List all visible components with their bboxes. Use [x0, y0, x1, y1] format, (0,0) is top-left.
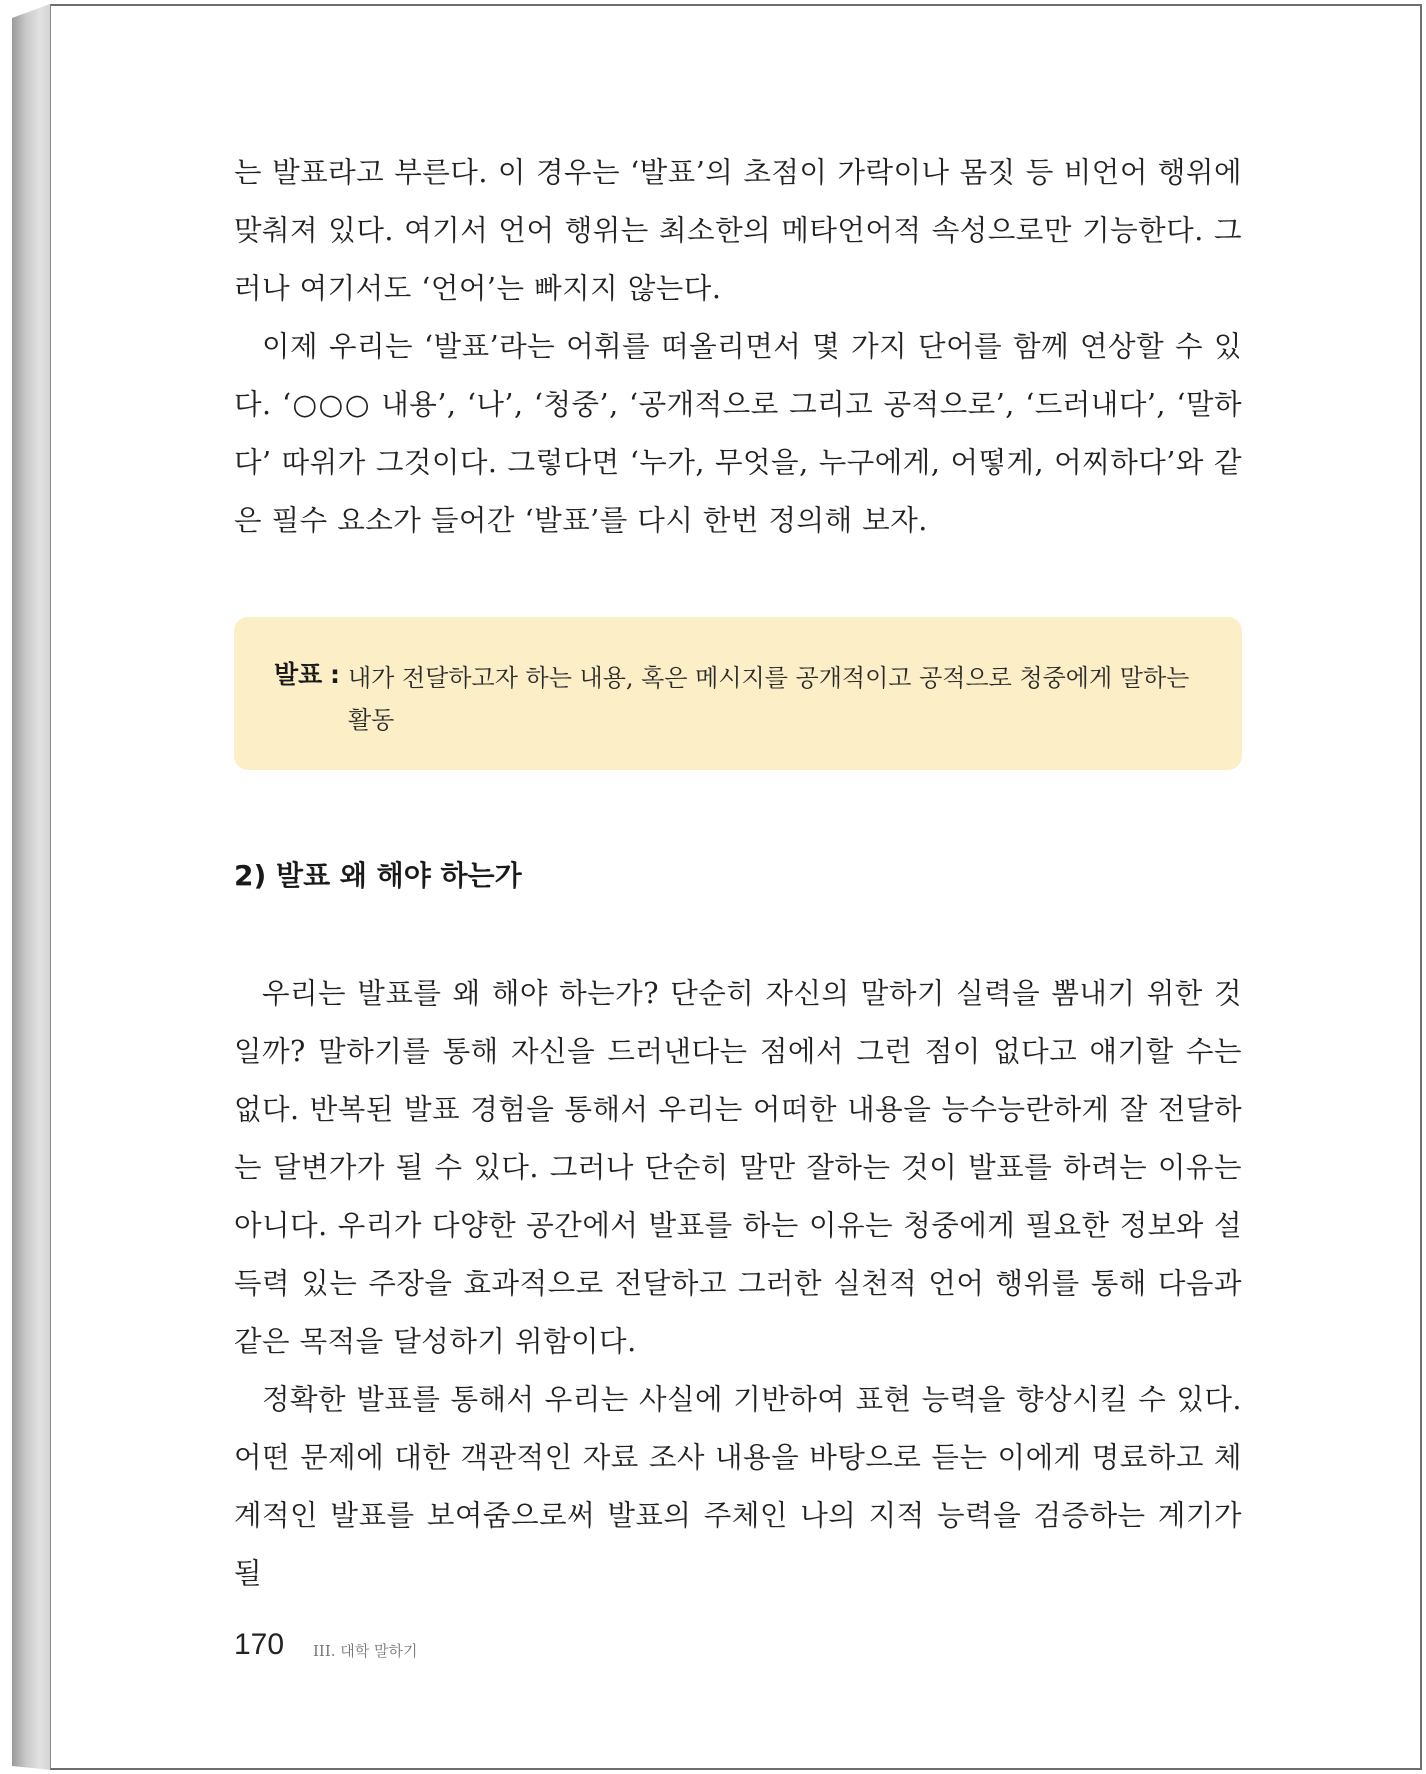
definition-text: 내가 전달하고자 하는 내용, 혹은 메시지를 공개적이고 공적으로 청중에게 말하는 활동	[348, 664, 1190, 734]
paragraph-continuation: 는 발표라고 부른다. 이 경우는 ‘발표’의 초점이 가락이나 몸짓 등 비언어 행위에 맞춰져 있다. 여기서 언어 행위는 최소한의 메타언어적 속성으로만 기능한다. 그러나 여기서도 ‘언어’는 빠지지 않는다.	[234, 156, 1242, 305]
page-number: 170	[234, 1628, 285, 1661]
chapter-label: III. 대학 말하기	[313, 1642, 418, 1660]
paragraph-accurate-present: 정확한 발표를 통해서 우리는 사실에 기반하여 표현 능력을 향상시킬 수 있다. 어떤 문제에 대한 객관적인 자료 조사 내용을 바탕으로 듣는 이에게 명료하고 체계적인 발표를 보여줌으로써 발표의 주체인 나의 지적 능력을 검증하는 계기가 될	[234, 1383, 1242, 1590]
paragraph-why-present: 우리는 발표를 왜 해야 하는가? 단순히 자신의 말하기 실력을 뽐내기 위한 것일까? 말하기를 통해 자신을 드러낸다는 점에서 그런 점이 없다고 얘기할 수는 없다. 반복된 발표 경험을 통해서 우리는 어떠한 내용을 능수능란하게 잘 전달하는 달변가가 될 수 있다. 그러나 단순히 말만 잘하는 것이 발표를 하려는 이유는 아니다. 우리가 다양한 공간에서 발표를 하는 이유는 청중에게 필요한 정보와 설득력 있는 주장을 효과적으로 전달하고 그러한 실천적 언어 행위를 통해 다음과 같은 목적을 달성하기 위함이다.	[234, 977, 1242, 1358]
definition-box	[234, 617, 1242, 770]
definition-term: 발표	[274, 660, 323, 689]
body-text-bottom	[234, 965, 1242, 1603]
definition-colon: :	[330, 660, 340, 689]
body-text-top	[234, 144, 1242, 550]
section-heading: 2) 발표 왜 해야 하는가	[234, 859, 522, 892]
paragraph-association: 이제 우리는 ‘발표’라는 어휘를 떠올리면서 몇 가지 단어를 함께 연상할 수 있다. ‘○○○ 내용’, ‘나’, ‘청중’, ‘공개적으로 그리고 공적으로’, ‘드러내다’, ‘말하다’ 따위가 그것이다. 그렇다면 ‘누가, 무엇을, 누구에게, 어떻게, 어찌하다’와 같은 필수 요소가 들어간 ‘발표’를 다시 한번 정의해 보자.	[234, 330, 1242, 537]
book-spine-edge	[12, 4, 52, 1770]
